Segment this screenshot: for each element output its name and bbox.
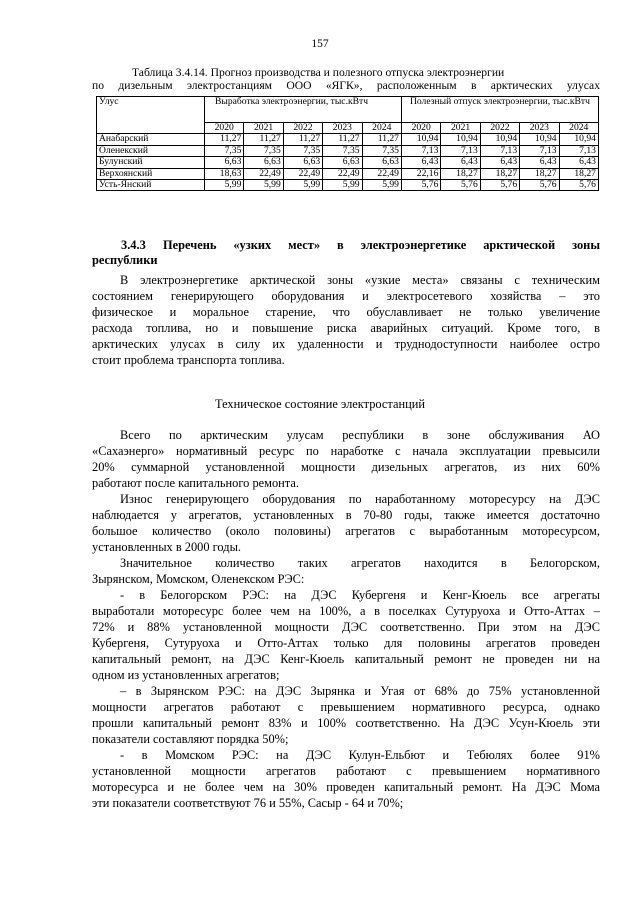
table-cell-value: 18,63 xyxy=(205,168,244,179)
text-line: установленной мощности агрегатов работают с превышением нормативного xyxy=(92,763,600,778)
table-cell-value: 5,99 xyxy=(244,180,283,191)
table-cell-value: 7,35 xyxy=(283,145,322,156)
text-line: арктических улусах в силу их удаленности и труднодоступности наиболее остро xyxy=(92,336,600,351)
text-line: капитальный ремонт, на ДЭС Кенг-Кюель капитальный ремонт не проведен ни на xyxy=(92,651,600,666)
table-cell-value: 6,63 xyxy=(362,157,401,168)
table-cell-value: 7,35 xyxy=(362,145,401,156)
table-cell-value: 7,35 xyxy=(323,145,362,156)
table-cell-value: 7,35 xyxy=(244,145,283,156)
table-cell-value: 10,94 xyxy=(480,134,519,145)
table-cell-value: 6,43 xyxy=(401,157,440,168)
table-cell-value: 6,43 xyxy=(441,157,480,168)
text-line: состоянием генерирующего оборудования и электросетевого хозяйства – это xyxy=(92,288,600,303)
table-cell-value: 11,27 xyxy=(244,134,283,145)
table-cell-value: 10,94 xyxy=(441,134,480,145)
text-line: «Сахаэнерго» нормативный ресурс по наработке с начала эксплуатации превысили xyxy=(92,443,600,458)
table-row xyxy=(97,134,599,145)
table-cell-region: Булунский xyxy=(97,157,205,168)
section-title-line-2: республики xyxy=(92,253,158,267)
table-caption-line-2: по дизельным электростанциям ООО «ЯГК», расположенным в арктических улусах xyxy=(92,79,600,92)
table-cell-value: 22,49 xyxy=(244,168,283,179)
section-title-line-1: Перечень «узких мест» в электроэнергетике арктической зоны xyxy=(163,238,600,252)
text-line: – в Зырянском РЭС: на ДЭС Зырянка и Угая от 68% до 75% установленной xyxy=(120,684,600,698)
table-cell-value: 5,99 xyxy=(323,180,362,191)
table-cell-value: 11,27 xyxy=(283,134,322,145)
table-cell-value: 18,27 xyxy=(559,168,598,179)
text-line: работают после капитального ремонта. xyxy=(92,475,299,490)
paragraph-5 xyxy=(92,684,600,748)
paragraph-2 xyxy=(92,492,600,556)
table-header-supply: Полезный отпуск электроэнергии, тыс.кВтч xyxy=(401,97,598,123)
table-row xyxy=(97,168,599,179)
table-header-region: Улус xyxy=(97,97,205,134)
table-cell-value: 10,94 xyxy=(559,134,598,145)
table-cell-value: 5,99 xyxy=(205,180,244,191)
text-line: 72% и 88% установленной мощности ДЭС соответственно. При этом на ДЭС xyxy=(92,619,600,634)
table-row xyxy=(97,157,599,168)
table-cell-value: 11,27 xyxy=(362,134,401,145)
table-cell-value: 7,13 xyxy=(401,145,440,156)
text-line: моторесурса и не более чем на 30% проведен капитальный ремонт. На ДЭС Мома xyxy=(92,779,600,794)
section-number: 3.4.3 xyxy=(121,238,146,252)
text-line: большое количество (около половины) агрегатов с выработанным моторесурсом, xyxy=(92,523,600,538)
text-line: В электроэнергетике арктической зоны «узкие места» связаны с техническим xyxy=(120,273,600,287)
table-cell-value: 6,43 xyxy=(480,157,519,168)
text-line: одном из установленных агрегатов; xyxy=(92,667,280,682)
page-number: 157 xyxy=(311,38,329,50)
paragraph-6 xyxy=(92,748,600,812)
table-cell-value: 6,63 xyxy=(323,157,362,168)
text-line: показатели составляют порядка 50%; xyxy=(92,731,289,746)
table-cell-value: 18,27 xyxy=(480,168,519,179)
text-line: прошли капитальный ремонт 83% и 100% соответственно. На ДЭС Усун-Кюель эти xyxy=(92,715,600,730)
table-cell-value: 6,63 xyxy=(205,157,244,168)
table-cell-value: 5,76 xyxy=(520,180,559,191)
text-line: - в Белогорском РЭС: на ДЭС Кубергеня и Кенг-Кюель все агрегаты xyxy=(120,588,600,602)
intro-paragraph xyxy=(92,273,600,368)
table-cell-value: 7,13 xyxy=(441,145,480,156)
subheading: Техническое состояние электростанций xyxy=(214,397,426,411)
table-year-cell: 2021 xyxy=(441,123,480,134)
table-cell-value: 7,13 xyxy=(520,145,559,156)
table-cell-value: 18,27 xyxy=(441,168,480,179)
table-cell-value: 5,99 xyxy=(362,180,401,191)
table-year-cell: 2024 xyxy=(559,123,598,134)
table-cell-value: 5,76 xyxy=(441,180,480,191)
table-cell-value: 5,99 xyxy=(283,180,322,191)
table-cell-value: 6,43 xyxy=(520,157,559,168)
table-year-cell: 2024 xyxy=(362,123,401,134)
table-cell-value: 7,35 xyxy=(205,145,244,156)
table-year-cell: 2022 xyxy=(480,123,519,134)
table-cell-region: Оленекский xyxy=(97,145,205,156)
table-year-cell: 2023 xyxy=(520,123,559,134)
table-cell-region: Анабарский xyxy=(97,134,205,145)
table-header-production: Выработка электроэнергии, тыс.кВтч xyxy=(205,97,402,123)
text-line: эти показатели соответствуют 76 и 55%, Сасыр - 64 и 70%; xyxy=(92,795,404,810)
table-cell-value: 10,94 xyxy=(401,134,440,145)
table-cell-value: 5,76 xyxy=(401,180,440,191)
table-year-cell: 2020 xyxy=(205,123,244,134)
table-cell-value: 22,49 xyxy=(362,168,401,179)
text-line: установленных в 2000 годы. xyxy=(92,539,242,554)
text-line: Износ генерирующего оборудования по наработанному моторесурсу на ДЭС xyxy=(120,492,600,506)
table-cell-value: 7,13 xyxy=(480,145,519,156)
text-line: Всего по арктическим улусам республики в зоне обслуживания АО xyxy=(120,428,600,442)
table-row xyxy=(97,145,599,156)
text-line: расхода топлива, но и повышение риска аварийных ситуаций. Кроме того, в xyxy=(92,320,600,335)
forecast-table xyxy=(96,96,599,191)
table-cell-value: 10,94 xyxy=(520,134,559,145)
table-cell-value: 5,76 xyxy=(559,180,598,191)
table-year-cell: 2022 xyxy=(283,123,322,134)
table-cell-value: 22,16 xyxy=(401,168,440,179)
text-line: Значительное количество таких агрегатов находится в Белогорском, xyxy=(120,556,600,570)
table-cell-value: 6,63 xyxy=(283,157,322,168)
paragraph-4 xyxy=(92,588,600,683)
table-cell-region: Усть-Янский xyxy=(97,180,205,191)
table-cell-value: 6,43 xyxy=(559,157,598,168)
text-line: наблюдается у агрегатов, установленных в 70-80 годы, также имеется достаточно xyxy=(92,507,600,522)
paragraph-1 xyxy=(92,428,600,492)
text-line: физическое и моральное старение, что обуславливает не только увеличение xyxy=(92,304,600,319)
table-cell-value: 11,27 xyxy=(205,134,244,145)
table-cell-value: 18,27 xyxy=(520,168,559,179)
table-row xyxy=(97,180,599,191)
table-cell-value: 7,13 xyxy=(559,145,598,156)
text-line: выработали моторесурс более чем на 100%, а в поселках Сутуруоха и Отто-Аттах – xyxy=(92,603,600,618)
text-line: - в Момском РЭС: на ДЭС Кулун-Ельбют и Тебюлях более 91% xyxy=(120,748,600,762)
table-cell-value: 22,49 xyxy=(323,168,362,179)
table-cell-region: Верхоянский xyxy=(97,168,205,179)
table-year-cell: 2020 xyxy=(401,123,440,134)
table-year-cell: 2021 xyxy=(244,123,283,134)
table-cell-value: 5,76 xyxy=(480,180,519,191)
table-caption xyxy=(92,66,600,92)
text-line: мощности агрегатов работают с превышением нормативного ресурса, однако xyxy=(92,699,600,714)
table-cell-value: 11,27 xyxy=(323,134,362,145)
text-line: стоит проблема транспорта топлива. xyxy=(92,352,285,367)
text-line: Кубергеня, Сутуруоха и Отто-Аттах только для половины агрегатов проведен xyxy=(92,635,600,650)
section-heading xyxy=(92,238,600,268)
table-cell-value: 22,49 xyxy=(283,168,322,179)
table-year-cell: 2023 xyxy=(323,123,362,134)
text-line: Зырянском, Момском, Оленекском РЭС: xyxy=(92,571,305,586)
table-cell-value: 6,63 xyxy=(244,157,283,168)
text-line: 20% суммарной установленной мощности дизельных агрегатов, из них 60% xyxy=(92,459,600,474)
table-caption-line-1: Таблица 3.4.14. Прогноз производства и полезного отпуска электроэнергии xyxy=(132,66,505,79)
paragraph-3 xyxy=(92,556,600,588)
